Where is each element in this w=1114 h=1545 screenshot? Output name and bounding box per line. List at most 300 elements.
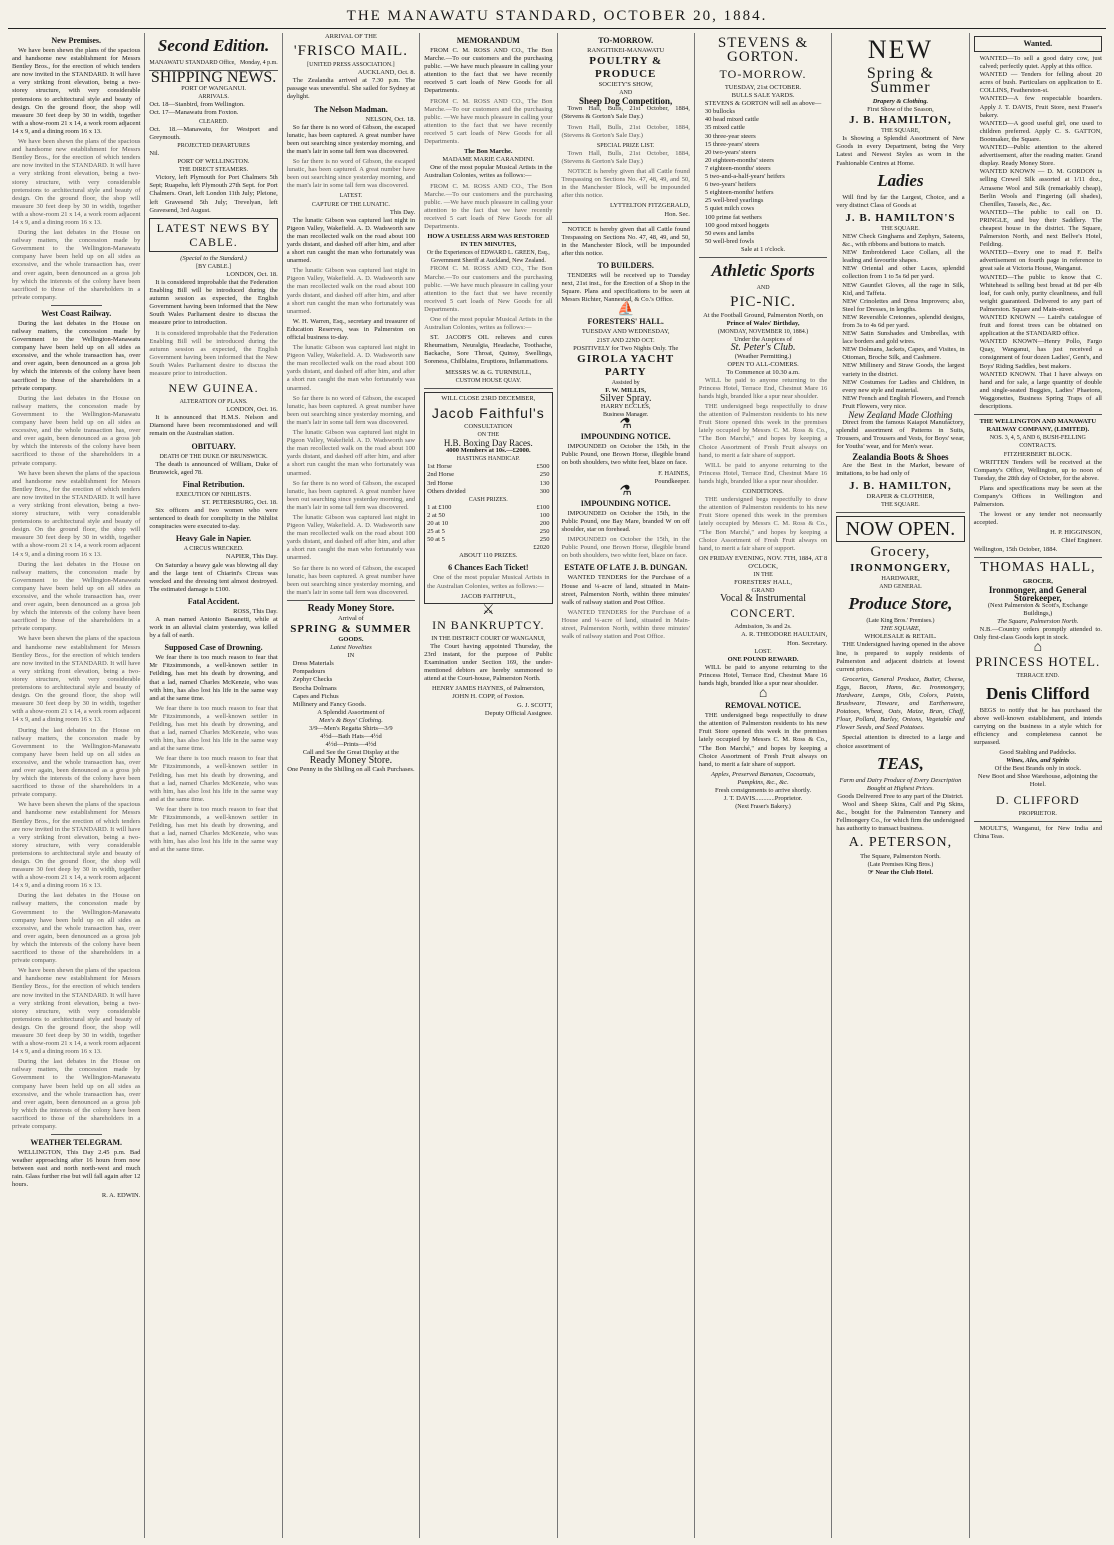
weather-note: (Weather Permitting.) xyxy=(734,352,792,360)
article-railway-cont4: We have been shewn the plans of the spacious and handsome new establishment for Messrs Bentley Bros., for the erection of which tenders are now invited in the STANDARD. It will have a very striking front elevation, being a two-storey structure, with very considerable pretensions to architectural style and beauty of design. On the ground floor, the shop will measure 30 feet deep by 30 in width, together with a show-room 21 x 14, a work room adjacent 14 x 9, and a dining room 16 x 13. xyxy=(12,635,141,724)
concert-day: ON FRIDAY EVENING, NOV. 7TH, 1884, AT 8 O'CLOCK, xyxy=(698,554,828,570)
article-railway-cont7: During the last debates in the House on railway matters, the concession made by Government to the Wellington-Manawatu company have been held up on all sides as excessive, and the whole transaction has, over and over again, been denounced as a gross job by which the interests of the colony have been sacrificed to those of the shareholders in a private company. xyxy=(12,892,141,965)
general-label: AND GENERAL xyxy=(879,584,922,591)
proprietor-name: J. T. DAVIS............Proprietor. xyxy=(723,795,803,803)
moults-ad: MOULT'S, Wanganui, for New India and China Teas. xyxy=(973,824,1102,840)
prize-label: Others divided xyxy=(427,487,466,495)
divider xyxy=(287,600,415,601)
steamers-list: Victory, left Plymouth for Port Chalmers 5th Sept; Ruapehu, left Plymouth 27th Sept. for Port Chalmers. Orari, left London 11th July; Pleione, left Gravesend 5th July; Trevelyan, left Gravesend, 3rd August. xyxy=(149,174,278,214)
memorandum-article: FROM C. M. ROSS AND CO., The Bon Marche.—To our customers and the purchasing public. —We have much pleasure in calling your attention to the fact that we have recently received 5 cart loads of New Goods for all Departments. xyxy=(424,47,553,95)
best-brands: Of the Best Brands only in stock. xyxy=(994,765,1082,773)
agents-name: MESSRS W. & G. TURNBULL, xyxy=(445,368,532,376)
sports-programme-cont2: WILL be paid to anyone returning to the Princess Hotel, Terrace End, Chestnut Mare 16 hands high, branded like a spur near shoulder. xyxy=(698,461,828,485)
ready-item: Pompadours xyxy=(292,668,326,676)
column-7 xyxy=(832,33,969,1538)
divider xyxy=(974,557,1102,558)
drowning-article-cont3: We fear there is too much reason to fear that Mr Fitzsimmonds, a well-known settler in Feilding, has met his death by drowning, and that a lad, named Charles McKenzie, who was with him, has also lost his life in the same way and at the same time. xyxy=(149,805,278,854)
stabling-label: Good Stabling and Paddocks. xyxy=(999,749,1077,757)
cable-subtitle: (Special to the Standard.) xyxy=(180,254,247,262)
ready-latest: Latest Novelties xyxy=(330,644,372,652)
retribution-subtitle: EXECUTION OF NIHILISTS. xyxy=(175,491,252,498)
new-guinea-location: LONDON, Oct. 16. xyxy=(226,406,278,414)
crest-icon: ⚗ xyxy=(619,417,632,433)
thomas-note: N.B.—Country orders promptly attended to. Only first-class Goods kept in stock. xyxy=(973,626,1102,642)
lost-article: WILL be paid to anyone returning to the Princess Hotel, Terrace End, Chestnut Mare 16 hands high, branded like a spur near shoulder. xyxy=(698,663,828,687)
stock-list xyxy=(699,108,827,246)
railway-plans: Plans and specifications may be seen at the Company's Offices in Wellington and Palmerston. xyxy=(973,484,1102,509)
sale-date: TUESDAY, 21st OCTOBER. xyxy=(724,84,802,91)
sale-yards: BULLS SALE YARDS. xyxy=(731,92,795,100)
bankruptcy-court: IN THE DISTRICT COURT OF WANGANUI, xyxy=(431,635,546,642)
railway-contracts: NOS. 3, 4, 5, AND 6, BUSH-FELLING CONTRACTS. xyxy=(989,435,1086,450)
memorandum-signature: The Bon Marche. xyxy=(464,148,513,156)
ready-item: Millinery and Fancy Goods. xyxy=(292,700,367,708)
article-railway-cont5: During the last debates in the House on railway matters, the concession made by Government to the Wellington-Manawatu company have been held up on all sides as excessive, and the whole transaction has, over and over again, been denounced as a gross job by which the interests of the colony have been sacrificed to those of the shareholders in a private company. xyxy=(12,726,141,799)
hamilton-intro: Is Showing a Splendid Assortment of New Goods in every Department, being the Very Latest and Newest Styles as worn in the Fashionable Centres at Home. xyxy=(836,135,965,167)
stock-item: 5 eighteen-months' heifers xyxy=(704,189,774,197)
boxing-day-races: H.B. Boxing Day Races. xyxy=(443,438,533,449)
show-region: RANGITIKEI-MANAWATU xyxy=(587,47,665,54)
new-item: NEW Reversible Cretonnes, splendid designs, from 3s to 4s 6d per yard. xyxy=(842,313,965,329)
concert-secretary-title: Hon. Secretary. xyxy=(787,639,828,647)
column-1 xyxy=(8,33,145,1538)
grocer-label: GROCER, xyxy=(1022,577,1053,585)
terrace-end: TERRACE END. xyxy=(1016,673,1060,680)
article-railway-cont9: During the last debates in the House on railway matters, the concession made by Government to the Wellington-Manawatu company have been held up on all sides as excessive, and the whole transaction has, over and over again, been denounced as a gross job by which the interests of the colony have been sacrificed to those of the shareholders in a private company. xyxy=(12,1058,141,1130)
memorandum-title: MEMORANDUM xyxy=(456,36,520,45)
new-item: NEW Satin Sunshades and Umbrellas, with lace borders and gold wires. xyxy=(842,330,965,346)
article-railway-cont3: During the last debates in the House on railway matters, the concession made by Government to the Wellington-Manawatu company have been held up on all sides as excessive, and the whole transaction has, over and over again, been denounced as a gross job by which the interests of the colony have been sacrificed to those of the shareholders in a private company. xyxy=(12,560,141,633)
carandini-article-cont: FROM C. M. ROSS AND CO., The Bon Marche.—To our customers and the purchasing public. —We have much pleasure in calling your attention to the fact that we have recently received 5 cart loads of New Goods for all Departments. xyxy=(424,182,553,230)
hastings-label: HASTINGS HANDICAP. xyxy=(456,456,520,463)
cash-row xyxy=(427,536,549,544)
bankrupt-2: JOHN H. COPP, of Foxton. xyxy=(452,693,525,701)
millis-name: F. W. MILLIS, xyxy=(605,386,647,394)
ready-clothing: Men's & Boys' Clothing. xyxy=(319,716,383,724)
sports-programme: WILL be paid to anyone returning to the Princess Hotel, Terrace End, Chestnut Mare 16 hands high, branded like a spur near shoulder. xyxy=(698,376,828,400)
prize-amount: 300 xyxy=(539,487,550,495)
new-item: NEW Dolmans, Jackets, Capes, and Visites, in Ottoman, Broche Silk, and Cashmere. xyxy=(842,346,965,362)
show-days: TUESDAY AND WEDNESDAY, xyxy=(581,328,670,336)
cable-by: [BY CABLE.] xyxy=(196,263,231,270)
retribution-title: Final Retribution. xyxy=(182,479,245,489)
arrival-2: Oct. 17—Manawatu from Foxton. xyxy=(149,109,239,117)
trespass-notice: NOTICE is hereby given that all Cattle found Trespassing on Sections No. 47, 48, 49, and 50, in the Manchester Block, will be impounded after this notice. xyxy=(561,225,690,257)
cash-amount: 250 xyxy=(539,536,550,544)
railway-lowest: The lowest or any tender not necessarily accepted. xyxy=(973,511,1102,527)
thomas-next-to: (Next Palmerston & Scott's, Exchange Buildings,) xyxy=(987,601,1088,617)
drowning-article-cont: We fear there is too much reason to fear that Mr Fitzsimmonds, a well-known settler in Feilding, has met his death by drowning, and that a lad, named Charles McKenzie, who was with him, has also lost his life in the same way and at the same time. xyxy=(149,704,278,753)
undersigned-article: THE Undersigned having opened in the above line, is prepared to supply residents of Palmerston and adjacent districts at lowest current prices. xyxy=(836,641,965,673)
madman-location: NELSON, Oct. 18. xyxy=(365,115,416,123)
stock-item: 30 three-year steers xyxy=(704,132,756,140)
arm-article-cont: One of the most popular Musical Artists in the Australian Colonies, writes as follows:— xyxy=(424,316,553,332)
building-icon: ⌂ xyxy=(758,686,768,702)
cash-row xyxy=(427,504,549,512)
society-label: SOCIETY'S SHOW, xyxy=(598,81,653,89)
cash-label: 20 at 10 xyxy=(427,519,449,527)
headline-weather: WEATHER TELEGRAM. xyxy=(30,1138,123,1148)
assignee-title: Deputy Official Assignee. xyxy=(484,709,553,717)
wines-label: Wines, Ales, and Spirits xyxy=(1006,757,1070,765)
article-new-premises-cont: We have been shewn the plans of the spacious and handsome new establishment for Messrs Bentley Bros., for the erection of which tenders are now invited in the STANDARD. It will have a very striking front elevation, being a two-storey structure, with very considerable pretensions to architectural style and beauty of design. On the ground floor, the shop will measure 30 feet deep by 30 in width, together with a show-room 21 x 14, a work room adjacent 14 x 9, and a dining room 16 x 13. xyxy=(12,138,141,226)
drowning-article-cont2: We fear there is too much reason to fear that Mr Fitzsimmonds, a well-known settler in Feilding, has met his death by drowning, and that a lad, named Charles McKenzie, who was with him, has also lost his life in the same way and at the same time. xyxy=(149,755,278,803)
and-label: AND xyxy=(619,90,633,97)
article-railway-cont6: We have been shewn the plans of the spacious and handsome new establishment for Messrs Bentley Bros., for the erection of which tenders are now invited in the STANDARD. It will have a very striking front elevation, being a two-storey structure, with very considerable pretensions to architectural style and beauty of design. On the ground floor, the shop will measure 30 feet deep by 30 in width, together with a show-room 21 x 14, a work room adjacent 14 x 9, and a dining room 16 x 13. xyxy=(12,801,141,890)
to-builders-article: TENDERS will be received up to Tuesday next, 21st inst., for the Erection of a Shop in the Square. Plans and specifications to be seen at Messrs Richter, Nannestad, & Co.'s Office. xyxy=(561,271,690,304)
masthead-rule xyxy=(8,28,1106,29)
estate-article: WANTED TENDERS for the Purchase of a House and ¼-acre of land, situated in Main-street, Palmerston North, within three minutes' walk of railway station and Post Office. xyxy=(561,574,690,606)
tomorrow-label: TO-MORROW. xyxy=(719,67,807,81)
admission-price: Admission, 3s and 2s. xyxy=(734,623,792,631)
fresh-note: Fresh consignments to arrive shortly. xyxy=(714,787,812,795)
new-item: NEW Millinery and Straw Goods, the largest variety in the district. xyxy=(842,362,965,378)
column-4 xyxy=(420,33,557,1538)
athletic-sports-title: Athletic Sports xyxy=(711,260,815,280)
frisco-by: [UNITED PRESS ASSOCIATION.] xyxy=(307,62,395,69)
capture-date: This Day. xyxy=(389,208,416,216)
ready-store-name: Ready Money Store. xyxy=(309,755,393,767)
stock-item: 100 prime fat wethers xyxy=(704,213,762,221)
stock-item: 5 two-and-a-half-years' heifers xyxy=(704,173,785,181)
cable-article-cont: It is considered improbable that the Federation Enabling Bill will be introduced during the autumn session as expected, the English Government having been informed that the New South Wales Parliament desire to discuss the measure prior to introduction. xyxy=(149,329,278,377)
port-wellington: PORT OF WELLINGTON. xyxy=(177,158,250,166)
zealandia-boots-title: Zealandia Boots & Shoes xyxy=(852,452,949,463)
new-guinea-title: NEW GUINEA. xyxy=(168,381,259,396)
shipping-news-title: SHIPPING NEWS. xyxy=(150,69,277,87)
ready-item: Dress Materials xyxy=(292,660,334,668)
foresters-hall-title: FORESTERS' HALL. xyxy=(587,317,664,327)
assignee-name: G. J. SCOTT, xyxy=(517,701,553,709)
first-show: First Show of the Season, xyxy=(867,106,934,114)
prize-row xyxy=(427,463,549,471)
building-icon: ⌂ xyxy=(1033,640,1043,656)
auspices-label: Under the Auspices of xyxy=(734,336,793,344)
will-sell: STEVENS & GORTON will sell as above— xyxy=(704,100,822,108)
the-square-label: THE SQUARE, xyxy=(880,625,921,633)
near-club-hotel-label: Near the Club Hotel. xyxy=(875,869,933,877)
stevens-gorton-title: STEVENS & GORTON. xyxy=(717,35,809,65)
divider xyxy=(51,1134,102,1135)
wanted-item: WANTED — Tenders for felling about 20 acres of bush. Particulars on application to E. COLLINS, Featherston-st. xyxy=(979,71,1102,95)
drapery-title: Drapery & Clothing. xyxy=(872,98,929,105)
concert-secretary: A. R. THEODORE HAULTAIN, xyxy=(741,631,828,639)
poultry-title: POULTRY & PRODUCE xyxy=(589,55,663,81)
gale-location: NAPIER, This Day. xyxy=(225,553,278,561)
peterson-name: A. PETERSON, xyxy=(848,835,953,851)
local-news-7: So far there is no word of Gibson, the escaped lunatic, has been captured. A great number have been out searching since yesterday morning, and the man's lair in some tall fern was discovered. xyxy=(286,564,416,596)
grocery-label: Grocery, xyxy=(870,543,931,560)
cash-label: 2 at 50 xyxy=(427,511,445,519)
silver-spray: Silver Spray. xyxy=(599,392,652,404)
conditions-label: CONDITIONS. xyxy=(742,488,784,496)
hardware-label: HARDWARE, xyxy=(881,574,920,582)
local-news-2: The lunatic Gibson was captured last night in Pigeon Valley, Wakefield. A. D. Wadsworth saw the man recollected walk on the road about 100 yards distant, and dashed off after him, and after a short run caught the man who fortunately was unarmed. xyxy=(286,344,416,392)
ready-price-3: 4½d—Prints—4½d xyxy=(325,741,377,749)
wanted-item: WANTED—To sell a good dairy cow, just calved; perfectly quiet. Apply at this office. xyxy=(979,55,1102,71)
peterson-address: The Square, Palmerston North. xyxy=(860,853,941,861)
local-news-1: W. H. Warren, Esq., secretary and treasurer of Education Reserves, was in Palmerston on official business to-day. xyxy=(286,317,416,341)
removal-article: THE undersigned begs respectfully to draw the attention of Palmerston residents to his new Fruit Store opened this week in the premises lately occupied by Messrs C. M. Ross & Co., "The Bon Marché," and hopes by keeping a Choice Assortment of Fresh Fruit always on hand, to merit a fair share of support. xyxy=(698,712,828,768)
frisco-arrival: ARRIVAL OF THE xyxy=(324,33,377,40)
cash-label: 1 at £100 xyxy=(427,503,452,511)
prize-row xyxy=(427,471,549,479)
local-news-4: The lunatic Gibson was captured last night in Pigeon Valley, Wakefield. A. D. Wadsworth saw the man recollected walk on the road about 100 yards distant, and dashed off after him, and after a short run caught the man who fortunately was unarmed. xyxy=(286,429,416,477)
obituary-subtitle: DEATH OF THE DUKE OF BRUNSWICK. xyxy=(159,453,268,460)
fruit-list: Apples, Preserved Bananas, Cocoanuts, Pumpkins, &c., &c. xyxy=(711,770,816,786)
madman-title: The Nelson Madman. xyxy=(314,104,388,114)
spring-summer-title: Spring & Summer xyxy=(866,65,934,96)
ready-in: IN xyxy=(347,652,355,660)
ladies-title: Ladies xyxy=(877,170,924,190)
bankruptcy-title: IN BANKRUPTCY. xyxy=(432,617,545,632)
engineer-title: Chief Engineer. xyxy=(1061,537,1102,545)
latest-cable-title: LATEST NEWS BY CABLE. xyxy=(149,218,277,252)
railway-company: THE WELLINGTON AND MANAWATU RAILWAY COMPANY, (LIMITED). xyxy=(979,418,1097,434)
projected-label: PROJECTED DEPARTURES xyxy=(177,142,250,149)
consultation-ad xyxy=(424,392,552,604)
impounding-article-2: IMPOUNDED on October the 15th, in the Public Pound, one Bay Mare, branded W on off shoulder, star on forehead. xyxy=(561,509,690,534)
cash-amount: 250 xyxy=(539,528,550,536)
prize-total: £2020 xyxy=(533,544,550,552)
new-item: NEW Gauntlet Gloves, all the rage in Silk, Kid, and Taffeta. xyxy=(842,281,965,297)
cash-row xyxy=(427,512,549,520)
produce-store-title: Produce Store, xyxy=(848,594,953,614)
ladies-intro: Will find by far the Largest, Choice, and a very distinct Class of Goods at xyxy=(836,193,965,209)
delivered-note: Goods Delivered Free to any part of the District. xyxy=(837,792,964,800)
drowning-article: We fear there is too much reason to fear that Mr Fitzsimmonds, a well-known settler in Feilding, has met his death by drowning, and that a lad, named Charles McKenzie, who was with him, has also lost his life in the same way and at the same time. xyxy=(149,654,278,702)
ironmongery-label: IRONMONGERY, xyxy=(850,561,951,574)
prince-date: (MONDAY, NOVEMBER 10, 1884.) xyxy=(717,329,809,336)
picnic-title: PIC-NIC. xyxy=(730,294,797,311)
in-the: IN THE xyxy=(753,571,773,578)
wanted-item: WANTED—The public to call on D. PRINGLE, and buy their Saddlery. The cheapest house in the district. The Square, Palmerston North, and next Bellve's Hotel, Feilding. xyxy=(979,208,1102,249)
prize-label: 1st Horse xyxy=(427,463,452,471)
weather-signature: R. A. EDWIN. xyxy=(101,1191,141,1199)
about-prizes: ABOUT 110 PRIZES. xyxy=(459,552,518,560)
cash-row xyxy=(427,520,549,528)
capture-article: The lunatic Gibson was captured last night in Pigeon Valley, Wakefield. A. D. Wadsworth saw the man recollected walk on the road about 100 yards distant, and dashed off after him, and after a short run caught the man who fortunately was unarmed. xyxy=(286,216,416,265)
positively-label: POSITIVELY for Two Nights Only. The xyxy=(573,344,679,352)
cash-row xyxy=(427,528,549,536)
fitzherbert-block: FITZHERBERT BLOCK. xyxy=(1003,450,1072,458)
railway-date: Wellington, 15th October, 1884. xyxy=(973,545,1058,553)
storekeeper-label: Storekeeper, xyxy=(1013,592,1062,603)
prize-row xyxy=(427,480,549,488)
article-new-premises: We have been shewn the plans of the spacious and handsome new establishment for Messrs Bentley Bros., for the erection of which tenders are now invited in the STANDARD. It will have a very striking front elevation, being a two-storey structure, with very considerable pretensions to architectural style and beauty of design. On the ground floor, the shop will measure 30 feet deep by 30 in width, together with a show-room 21 x 14, a work room adjacent 14 x 9, and a dining room 16 x 13. xyxy=(12,47,141,135)
stock-item: 35 mixed cattle xyxy=(704,124,745,132)
ready-money-title: Ready Money Store. xyxy=(307,602,395,614)
frisco-location: AUCKLAND, Oct. 8. xyxy=(357,69,416,77)
second-edition-title: Second Edition. xyxy=(157,36,270,55)
commence-time: To Commence at 10.30 a.m. xyxy=(726,368,800,376)
headline-west-coast-railway: West Coast Railway. xyxy=(41,308,112,318)
sale-time: Sale at 1 o'clock. xyxy=(740,245,786,253)
wanted-item: WANTED—A good useful girl, one used to children preferred. Apply C. S. GATTON, Bootmaker, the Square. xyxy=(979,119,1102,143)
estate-title: ESTATE OF LATE J. B. DUNGAN. xyxy=(564,563,688,573)
club-name: St. Peter's Club. xyxy=(730,342,796,354)
stock-item: 50 ewes and lambs xyxy=(704,229,755,237)
show-dates: 21ST AND 22ND OCT. xyxy=(596,337,655,344)
late-king-label: (Late King Bros.' Premises.) xyxy=(866,618,935,625)
ready-splendid: A Splendid Assortment of xyxy=(317,708,385,716)
ready-item: Brocha Dolmans xyxy=(292,684,337,692)
retribution-location: ST. PETERSBURG, Oct. 18. xyxy=(201,498,278,506)
prince-birthday: Prince of Wales' Birthday, xyxy=(726,320,800,328)
column-6 xyxy=(695,33,832,1538)
stock-item: 20 two-years' steers xyxy=(704,148,757,156)
wanted-item: WANTED—A few respectable boarders. Apply J. T. DAVIS, Fruit Store, next Fraser's bakery. xyxy=(979,95,1102,119)
divider xyxy=(974,414,1102,415)
arrival-1: Oct. 18—Stanbird, from Wellington. xyxy=(149,101,245,109)
madman-article: So far there is no word of Gibson, the escaped lunatic, has been captured. A great number have been out searching since yesterday morning, and the man's lair in some tall fern was discovered. xyxy=(286,123,416,155)
bankruptcy-article: The Court having appointed Thursday, the 23rd instant, for the purpose of Public Examination under Section 169, the under-mentioned debtors are hereby summoned to attend at the Court-house, Palmerston North. xyxy=(424,642,553,683)
girola-title: GIROLA YACHT PARTY xyxy=(577,352,675,378)
columns xyxy=(8,33,1106,1538)
poundkeeper-name: F. HAINES, xyxy=(658,469,690,477)
now-open-title: NOW OPEN. xyxy=(836,516,964,542)
close-date: WILL CLOSE 23RD DECEMBER, xyxy=(441,394,536,402)
open-label: OPEN TO ALL-COMERS. xyxy=(727,360,799,368)
divider xyxy=(974,821,1102,822)
prize-amount: 130 xyxy=(539,479,550,487)
obituary-title: OBITUARY. xyxy=(191,441,236,451)
prize-amount: £500 xyxy=(536,463,550,471)
ground-label: At the Football Ground, Palmerston North, on xyxy=(703,312,823,320)
concert-hall: FORESTERS' HALL, xyxy=(734,579,792,587)
stock-item: 6 two-years' heifers xyxy=(704,181,756,189)
local-news-6: The lunatic Gibson was captured last night in Pigeon Valley, Wakefield. A. D. Wadsworth saw the man recollected walk on the road about 100 yards distant, and dashed off after him, and after a short run caught the man who fortunately was unarmed. xyxy=(286,513,416,562)
new-items-list xyxy=(836,233,964,411)
frisco-article: The Zealandia arrived at 7.30 p.m. The passage was uneventful. She sailed for Sydney at daylight. xyxy=(286,77,416,101)
article-weather: WELLINGTON, This Day 2.45 p.m. Bad weather approaching after 16 hours from now between east and north north-west and much rain. Glass further rise but will fall again after 12 hours. xyxy=(12,1149,141,1189)
grand-label: GRAND xyxy=(751,587,775,595)
ready-spring: SPRING & SUMMER xyxy=(290,623,412,635)
port-wanganui: PORT OF WANGANUI. xyxy=(181,85,247,93)
nz-clothing-text: Direct from the famous Kaiapoi Manufactory, splendid assortment of Patterns in Suits, Trousers, and Trousers and Vests, for Boys' wear, for Youths' wear, and for Men's wear. xyxy=(836,419,965,451)
cash-amount: 100 xyxy=(539,511,550,519)
cable-location: LONDON, Oct. 18. xyxy=(226,270,278,278)
impounding-title-1: IMPOUNDING NOTICE. xyxy=(580,432,671,442)
fatal-accident-title: Fatal Accident. xyxy=(187,596,240,606)
new-item: NEW Embroidered Lace Collars, all the leading and favourite shapes. xyxy=(842,249,965,265)
consultation-terms: One of the most popular Musical Artists in the Australian Colonies, writes as follows:— xyxy=(427,574,550,590)
headline-new-premises: New Premises. xyxy=(51,36,101,45)
chances-label: 6 Chances Each Ticket! xyxy=(448,563,529,573)
boots-text: Are the Best in the Market, beware of imitations, to be had only of xyxy=(836,461,965,477)
on-the: ON THE xyxy=(477,431,500,438)
engineer-name: H. P. HIGGINSON, xyxy=(1050,529,1102,537)
special-prize-list-cont: NOTICE is hereby given that all Cattle found Trespassing on Sections No. 47, 48, 49, and 50, in the Manchester Block, will be impounded after this notice. xyxy=(561,168,690,200)
ship-icon: ⛵ xyxy=(616,302,635,318)
cash-amount: 200 xyxy=(539,519,550,527)
sheep-dog-title: Sheep Dog Competition, xyxy=(579,96,673,107)
direct-steamers-label: THE DIRECT STEAMERS. xyxy=(179,167,249,174)
ready-item: Zephyr Checks xyxy=(292,676,333,684)
carandini-title: MADAME MARIE CARANDINI. xyxy=(442,156,535,164)
manager-title: Business Manager. xyxy=(603,412,649,419)
stock-item: 15 three-years' steers xyxy=(704,140,760,148)
masthead: THE MANAWATU STANDARD, OCTOBER 20, 1884. xyxy=(346,8,768,24)
local-news-3: So far there is no word of Gibson, the escaped lunatic, has been captured. A great number have been out searching since yesterday morning, and the man's lair in some tall fern was discovered. xyxy=(286,394,416,426)
divider xyxy=(836,512,964,513)
poundkeeper-title: Poundkeeper. xyxy=(654,477,690,485)
agents-address: CUSTOM HOUSE QUAY. xyxy=(455,377,522,384)
reward-label: ONE POUND REWARD. xyxy=(727,655,799,663)
crest-icon: ⚗ xyxy=(619,483,632,499)
article-new-premises-cont2: During the last debates in the House on railway matters, the concession made by Government to the Wellington-Manawatu company have been held up on all sides as excessive, and the whole transaction has, over and over again, been denounced as a gross job by which the interests of the colony have been sacrificed to those of the shareholders in a private company. xyxy=(12,229,141,301)
stock-item: 100 good mixed hoggets xyxy=(704,221,769,229)
ready-call: Call and See the Great Display at the xyxy=(302,749,400,757)
concert-title: CONCERT. xyxy=(730,606,796,621)
divider xyxy=(699,257,827,258)
ready-items xyxy=(287,660,415,709)
drowning-title: Supposed Case of Drowning. xyxy=(164,643,263,653)
stock-item: 20 eighteen-months' steers xyxy=(704,156,774,164)
wanted-item: WANTED—Every one to read F. Bell's advertisement on fourth page in reference to great sale at Victoria House, Wanganui. xyxy=(979,249,1102,273)
ironmonger-label: Ironmonger, and General xyxy=(988,584,1087,595)
divider xyxy=(51,305,102,306)
madman-article-cont: So far there is no word of Gibson, the escaped lunatic, has been captured. A great number have been out searching since yesterday morning, and the man's lair in some tall fern was discovered. xyxy=(286,158,416,190)
impounding-article-1: IMPOUNDED on October the 15th, in the Public Pound, one Brown Horse, illegible brand on both shoulders, two white feet, blaze on face. xyxy=(561,443,690,467)
memorandum-article-cont: FROM C. M. ROSS AND CO., The Bon Marche.—To our customers and the purchasing public. —We have much pleasure in calling your attention to the fact that we have recently received 5 cart loads of New Goods for all Departments. xyxy=(424,97,553,146)
hamilton-address-2: THE SQUARE. xyxy=(881,501,920,508)
wanted-item: WANTED KNOWN. That I have always on hand and for sale, a large quantity of double and single-seated Buggies, Ladies' Phaetons, Waggonettes, Business Spring Traps of all descriptions. xyxy=(979,370,1102,411)
proprietor-address: (Next Fraser's Bakery.) xyxy=(735,804,791,811)
secretary-title: Hon. Sec. xyxy=(664,210,690,218)
wool-article: Wool and Sheep Skins, Calf and Pig Skins, &c., bought for the Palmerston Tannery and Fellmongery Co., for which firm the undersigned has authority to transact business. xyxy=(836,800,965,833)
arrivals-label: ARRIVALS. xyxy=(198,94,229,101)
column-3 xyxy=(283,33,420,1538)
fatal-article: A man named Antonio Basanetti, while at work in an alluvial claim yesterday, was killed by a fall of earth. xyxy=(149,615,278,640)
latest-label: LATEST. xyxy=(339,193,363,200)
prize-amount: 250 xyxy=(539,471,550,479)
gale-article: On Saturday a heavy gale was blowing all day and the large tent of Chiarini's Circus was wrecked and the dressing tent almost destroyed. The estimated damage is £100. xyxy=(149,561,278,593)
to-builders-title: TO BUILDERS. xyxy=(597,260,654,270)
show-details: Town Hall, Bulls, 21st October, 1884, (Stevens & Gorton's Sale Day.) xyxy=(561,105,690,121)
ready-price-2: 4½d—Bath Hats—4½d xyxy=(320,733,382,741)
railway-tenders: WRITTEN Tenders will be received at the Company's Office, Wellington, up to noon of Tuesday, the 28th day of October, for the above. xyxy=(973,458,1102,482)
special-attention: Special attention is directed to a large and choice assortment of xyxy=(836,734,965,750)
article-railway-cont8: We have been shewn the plans of the spacious and handsome new establishment for Messrs Bentley Bros., for the erection of which tenders are now invited in the STANDARD. It will have a very striking front elevation, being a two-storey structure, with very considerable pretensions to architectural style and beauty of design. On the ground floor, the shop will measure 30 feet deep by 30 in width, together with a show-room 21 x 14, a work room adjacent 14 x 9, and a dining room 16 x 13. xyxy=(12,967,141,1056)
consultation-label: CONSULTATION xyxy=(464,422,513,430)
ready-arrival: Arrival of xyxy=(338,614,364,622)
edition-office: MANAWATU STANDARD Office, xyxy=(149,60,236,66)
article-railway-cont2: We have been shewn the plans of the spacious and handsome new establishment for Messrs Bentley Bros., for the erection of which tenders are now invited in the STANDARD. It will have a very striking front elevation, being a two-storey structure, with very considerable pretensions to architectural style and beauty of design. On the ground floor, the shop will measure 30 feet deep by 30 in width, together with a show-room 21 x 14, a work room adjacent 14 x 9, and a dining room 16 x 13. xyxy=(12,469,141,558)
thomas-hall-name: THOMAS HALL, xyxy=(980,559,1096,575)
wanted-title: Wanted. xyxy=(974,36,1102,52)
cash-prizes-label: CASH PRIZES. xyxy=(468,496,508,503)
local-news-5: So far there is no word of Gibson, the escaped lunatic, has been captured. A great number have been out searching since yesterday morning, and the man's lair in some tall fern was discovered. xyxy=(286,479,416,511)
prize-row xyxy=(427,488,549,496)
carandini-article: One of the most popular Musical Artists in the Australian Colonies, writes as follows:— xyxy=(424,164,553,180)
removal-title: REMOVAL NOTICE. xyxy=(725,701,801,711)
new-guinea-article: It is announced that H.M.S. Nelson and Diamond have been recommissioned and will remain on the Australian station. xyxy=(149,414,278,438)
hamiltons-name: J. B. HAMILTON'S xyxy=(845,211,956,224)
wanted-item: WANTED—The public to know that C. Whitehead is selling best bread at 8d per 4lb loaf, for cash only, purity cleanliness, and full weight guaranteed. Delivered to any part of Palmerston. Square and Main-street. xyxy=(979,273,1102,313)
ready-goods: GOODS. xyxy=(338,636,364,643)
stock-item: 40 head mixed cattle xyxy=(704,116,759,124)
jacob-signature: JACOB FAITHFUL, xyxy=(460,592,516,600)
arm-title: HOW A USELESS ARM WAS RESTORED IN TEN MINUTES, xyxy=(427,233,550,249)
hamiltons-address: THE SQUARE. xyxy=(881,225,920,232)
pointing-hand-icon: ☞ xyxy=(867,869,876,877)
divider xyxy=(562,222,690,223)
nz-clothing-title: New Zealand Made Clothing xyxy=(848,410,953,420)
column-5 xyxy=(558,33,695,1538)
lost-label: LOST. xyxy=(754,647,772,655)
thomas-address: The Square, Palmerston North. xyxy=(997,618,1079,626)
